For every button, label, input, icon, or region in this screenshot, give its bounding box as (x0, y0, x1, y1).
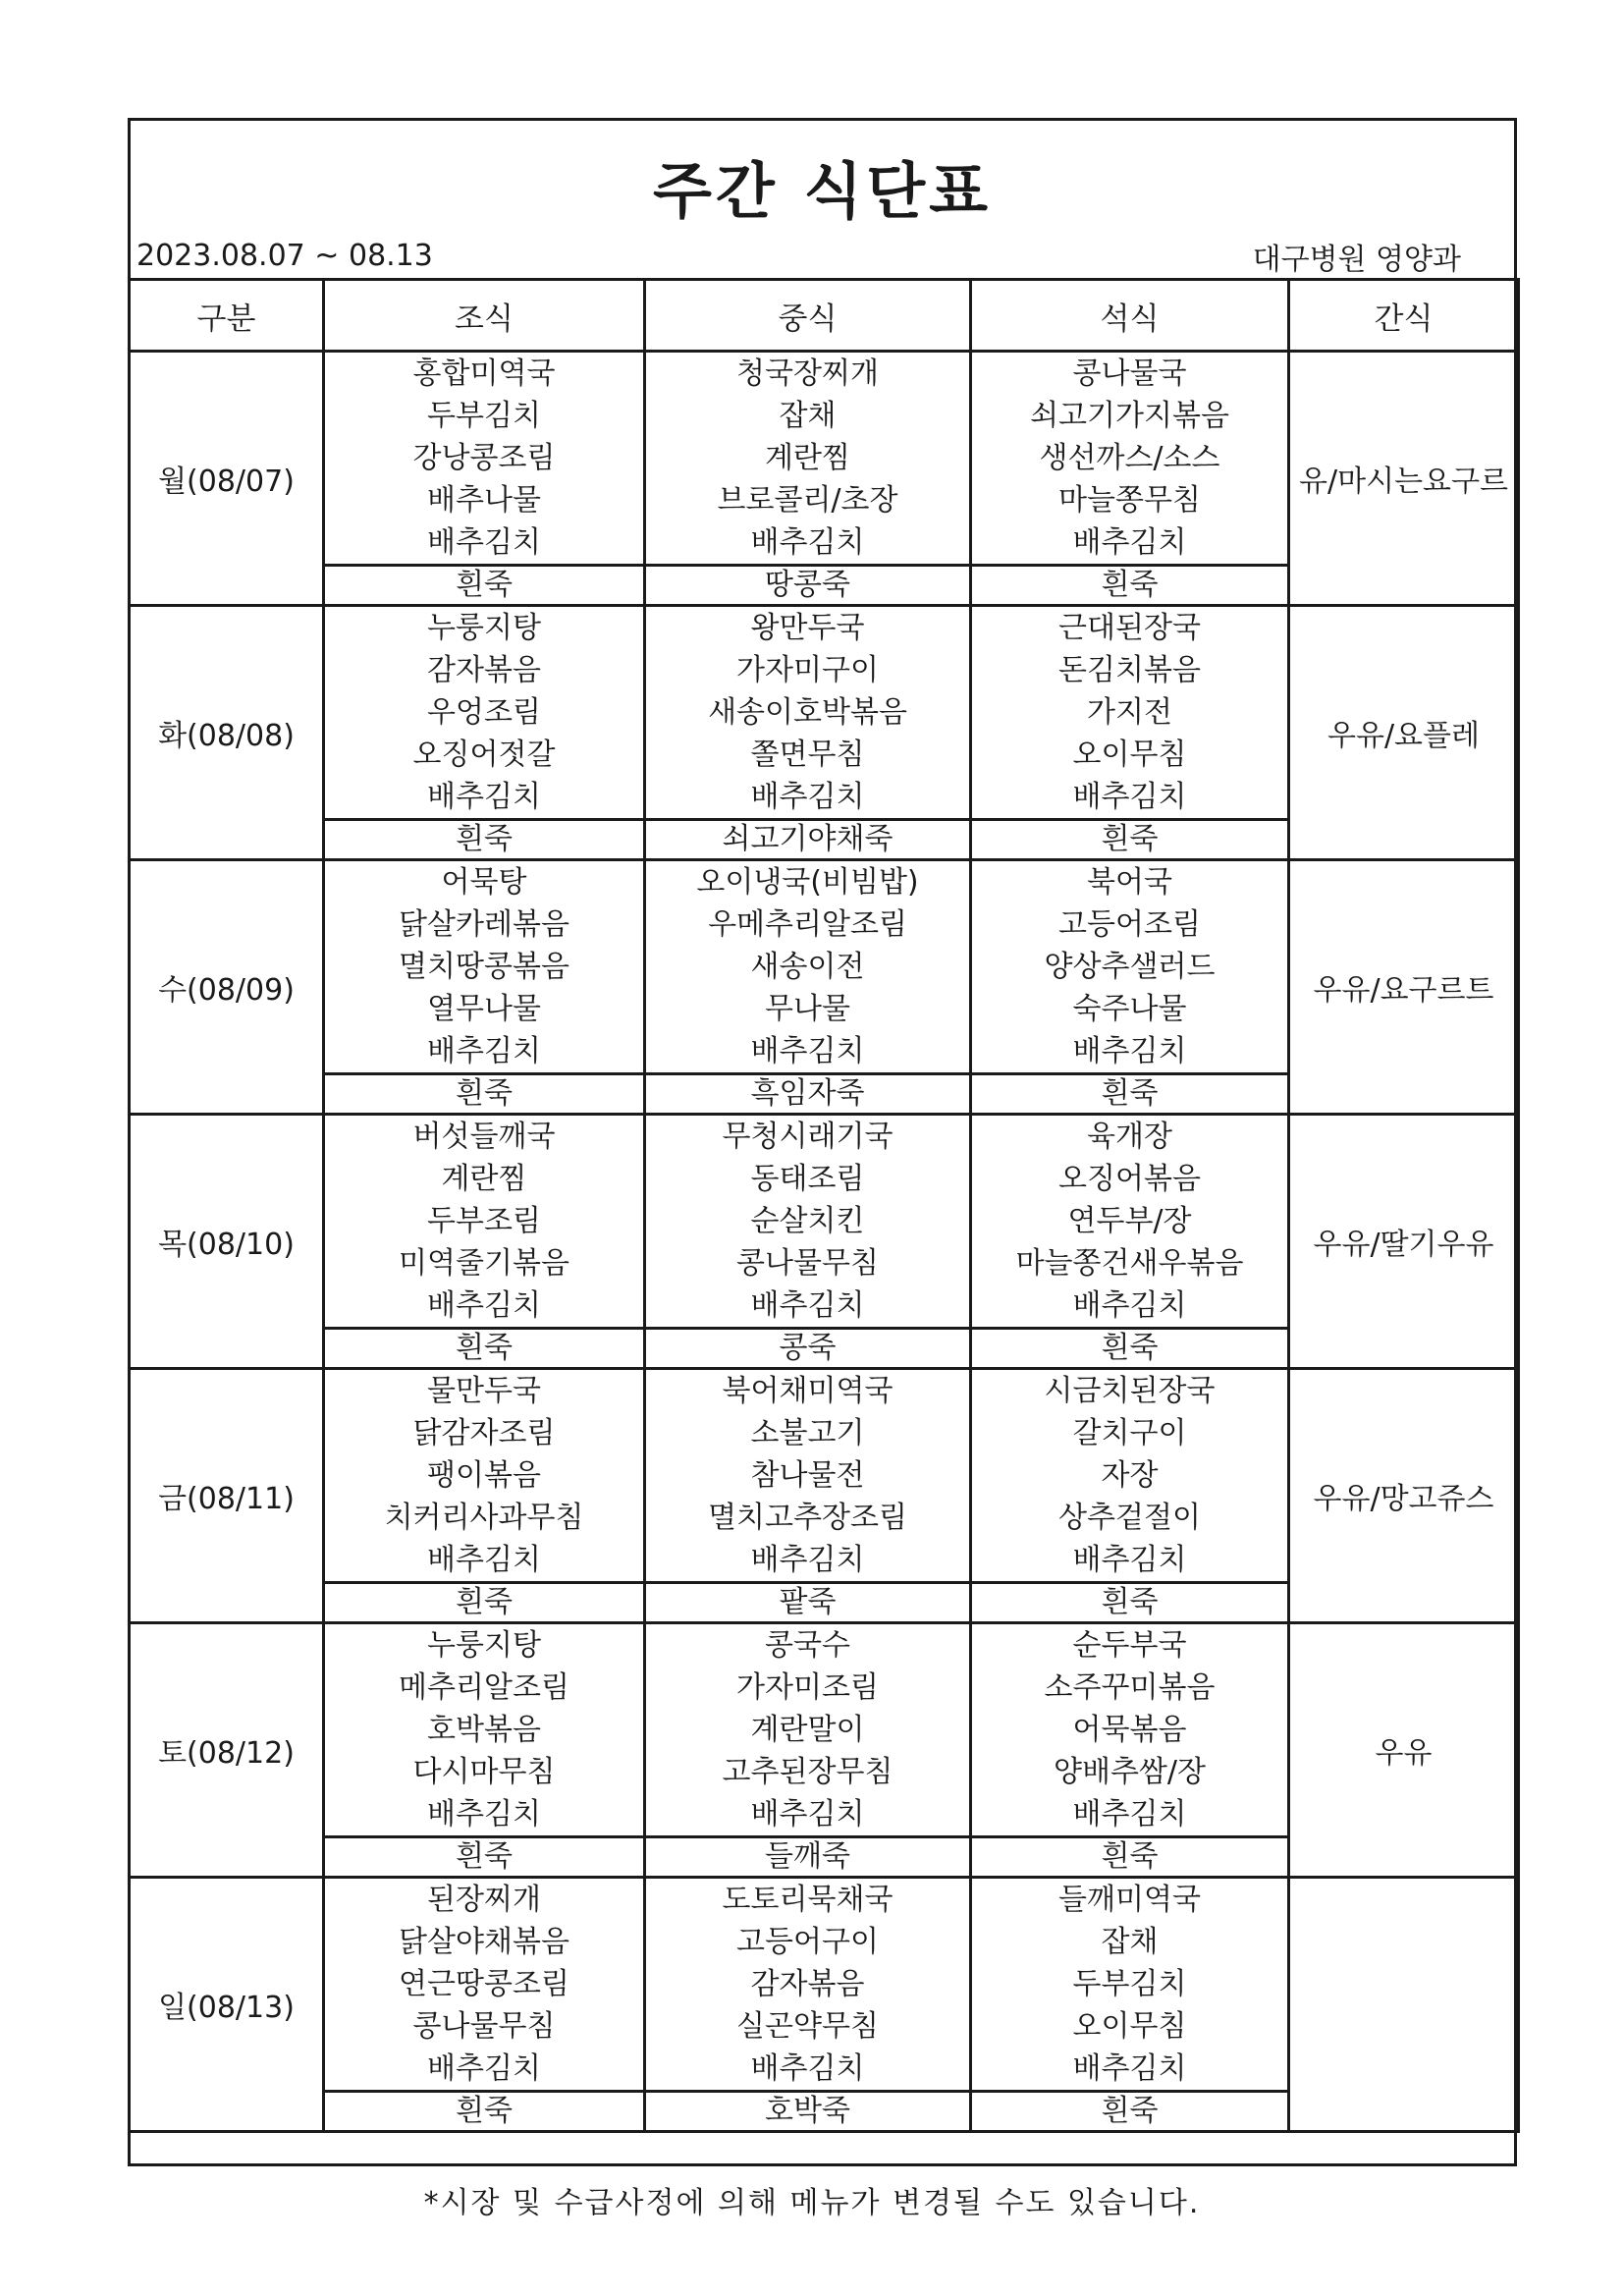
breakfast-dish: 배추나물 (427, 483, 541, 518)
header-category: 구분 (130, 280, 324, 352)
breakfast-dish: 닭살야채볶음 (399, 1925, 569, 1959)
breakfast-dish: 닭감자조림 (412, 1416, 556, 1450)
dinner-dish: 양상추샐러드 (1044, 950, 1216, 984)
dinner-dish: 배추김치 (1072, 1288, 1187, 1323)
dinner-cell (971, 352, 1289, 566)
breakfast-dish: 감자볶음 (427, 653, 541, 687)
breakfast-dish: 홍합미역국 (412, 356, 556, 391)
lunch-cell (645, 1369, 971, 1583)
lunch-porridge: 땅콩죽 (645, 566, 971, 606)
dinner-dish: 숙주나물 (1072, 992, 1187, 1026)
breakfast-dish: 버섯들깨국 (412, 1120, 556, 1154)
dinner-dish: 생선까스/소스 (1039, 441, 1220, 475)
breakfast-dish: 배추김치 (427, 2051, 541, 2086)
breakfast-dish: 배추김치 (427, 780, 541, 814)
breakfast-porridge: 흰죽 (324, 566, 645, 606)
dinner-dish: 오이무침 (1072, 2009, 1187, 2044)
breakfast-dish: 오징어젓갈 (412, 738, 556, 772)
dinner-dish: 소주꾸미볶음 (1044, 1670, 1216, 1705)
breakfast-dish: 어묵탕 (441, 865, 527, 900)
page-title: 주간 식단표 (652, 155, 993, 227)
breakfast-cell (324, 1369, 645, 1583)
breakfast-cell (324, 352, 645, 566)
snack-cell: 우유/요구르트 (1289, 860, 1519, 1115)
lunch-dish: 고추된장무침 (722, 1755, 893, 1789)
dinner-dish: 들깨미역국 (1058, 1883, 1201, 1917)
dinner-dish: 마늘쫑무침 (1058, 483, 1201, 518)
breakfast-dish: 우엉조림 (427, 695, 541, 730)
breakfast-dish: 배추김치 (427, 1543, 541, 1577)
day-row (130, 1623, 1519, 1837)
dinner-porridge: 흰죽 (971, 1837, 1289, 1878)
breakfast-dish: 팽이볶음 (427, 1458, 541, 1493)
dinner-dish: 배추김치 (1072, 525, 1187, 560)
header-breakfast: 조식 (324, 280, 645, 352)
day-label: 월(08/07) (130, 352, 324, 606)
snack-cell (1289, 1878, 1519, 2132)
dinner-dish: 순두부국 (1072, 1628, 1187, 1663)
lunch-dish: 실곤약무침 (736, 2009, 879, 2044)
lunch-cell (645, 1623, 971, 1837)
header-dinner: 석식 (971, 280, 1289, 352)
lunch-porridge: 흑임자죽 (645, 1074, 971, 1115)
snack-cell: 우유/요플레 (1289, 606, 1519, 860)
lunch-dish: 배추김치 (750, 1288, 865, 1323)
lunch-dish: 우메추리알조림 (708, 907, 907, 942)
weekly-menu-table (128, 278, 1520, 2133)
breakfast-dish: 멸치땅콩볶음 (399, 950, 569, 984)
lunch-dish: 감자볶음 (750, 1967, 865, 2001)
dinner-dish: 자장 (1101, 1458, 1159, 1493)
breakfast-dish: 누룽지탕 (427, 1628, 541, 1663)
dinner-cell (971, 1115, 1289, 1329)
lunch-dish: 배추김치 (750, 2051, 865, 2086)
lunch-dish: 배추김치 (750, 1797, 865, 1831)
dinner-dish: 배추김치 (1072, 2051, 1187, 2086)
lunch-cell (645, 606, 971, 820)
dinner-dish: 두부김치 (1072, 1967, 1187, 2001)
breakfast-porridge: 흰죽 (324, 820, 645, 860)
day-row (130, 606, 1519, 820)
lunch-dish: 잡채 (779, 399, 837, 433)
lunch-dish: 고등어구이 (736, 1925, 879, 1959)
dinner-porridge: 흰죽 (971, 566, 1289, 606)
lunch-dish: 소불고기 (750, 1416, 865, 1450)
department-name: 대구병원 영양과 (1252, 243, 1461, 277)
breakfast-dish: 누룽지탕 (427, 611, 541, 645)
lunch-dish: 왕만두국 (750, 611, 865, 645)
dinner-dish: 배추김치 (1072, 1543, 1187, 1577)
dinner-porridge: 흰죽 (971, 820, 1289, 860)
lunch-dish: 순살치킨 (750, 1204, 865, 1238)
day-label: 수(08/09) (130, 860, 324, 1115)
dinner-dish: 배추김치 (1072, 1034, 1187, 1068)
lunch-dish: 쫄면무침 (750, 738, 865, 772)
header-row (130, 280, 1519, 352)
dinner-porridge: 흰죽 (971, 1583, 1289, 1623)
breakfast-dish: 연근땅콩조림 (399, 1967, 569, 2001)
breakfast-dish: 열무나물 (427, 992, 541, 1026)
dinner-dish: 가지전 (1087, 695, 1172, 730)
dinner-dish: 마늘쫑건새우볶음 (1015, 1246, 1244, 1281)
breakfast-dish: 물만두국 (427, 1374, 541, 1408)
lunch-dish: 동태조림 (750, 1162, 865, 1196)
breakfast-cell (324, 1623, 645, 1837)
lunch-dish: 무나물 (765, 992, 850, 1026)
breakfast-porridge: 흰죽 (324, 1329, 645, 1369)
dinner-cell (971, 1369, 1289, 1583)
breakfast-porridge: 흰죽 (324, 1074, 645, 1115)
dinner-dish: 양배추쌈/장 (1053, 1755, 1206, 1789)
dinner-dish: 연두부/장 (1067, 1204, 1192, 1238)
dinner-dish: 오징어볶음 (1058, 1162, 1201, 1196)
lunch-dish: 도토리묵채국 (722, 1883, 893, 1917)
dinner-dish: 북어국 (1087, 865, 1172, 900)
dinner-dish: 상추겉절이 (1058, 1501, 1201, 1535)
dinner-dish: 배추김치 (1072, 1797, 1187, 1831)
dinner-porridge: 흰죽 (971, 2092, 1289, 2132)
lunch-cell (645, 1878, 971, 2092)
dinner-dish: 배추김치 (1072, 780, 1187, 814)
breakfast-cell (324, 606, 645, 820)
lunch-porridge: 쇠고기야채죽 (645, 820, 971, 860)
breakfast-dish: 배추김치 (427, 1288, 541, 1323)
dinner-dish: 잡채 (1101, 1925, 1159, 1959)
lunch-dish: 새송이호박볶음 (708, 695, 907, 730)
breakfast-dish: 치커리사과무침 (384, 1501, 584, 1535)
snack-cell: 우유/딸기우유 (1289, 1115, 1519, 1369)
dinner-dish: 오이무침 (1072, 738, 1187, 772)
day-label: 목(08/10) (130, 1115, 324, 1369)
breakfast-dish: 두부김치 (427, 399, 541, 433)
dinner-dish: 어묵볶음 (1072, 1713, 1187, 1747)
breakfast-dish: 계란찜 (441, 1162, 527, 1196)
snack-cell: 유/마시는요구르 (1289, 352, 1519, 606)
lunch-dish: 배추김치 (750, 1034, 865, 1068)
snack-cell: 우유 (1289, 1623, 1519, 1878)
dinner-dish: 쇠고기가지볶음 (1030, 399, 1229, 433)
breakfast-dish: 배추김치 (427, 1797, 541, 1831)
dinner-dish: 콩나물국 (1072, 356, 1187, 391)
breakfast-dish: 배추김치 (427, 525, 541, 560)
dinner-cell (971, 1623, 1289, 1837)
breakfast-porridge: 흰죽 (324, 2092, 645, 2132)
day-row (130, 860, 1519, 1074)
lunch-cell (645, 860, 971, 1074)
breakfast-dish: 닭살카레볶음 (399, 907, 569, 942)
breakfast-dish: 메추리알조림 (399, 1670, 569, 1705)
breakfast-dish: 콩나물무침 (412, 2009, 556, 2044)
lunch-dish: 계란말이 (750, 1713, 865, 1747)
day-label: 금(08/11) (130, 1369, 324, 1623)
lunch-dish: 브로콜리/초장 (717, 483, 898, 518)
lunch-dish: 오이냉국(비빔밥) (696, 865, 919, 900)
lunch-cell (645, 1115, 971, 1329)
lunch-porridge: 팥죽 (645, 1583, 971, 1623)
footer-notice: *시장 및 수급사정에 의해 메뉴가 변경될 수도 있습니다. (423, 2186, 1201, 2220)
breakfast-dish: 두부조림 (427, 1204, 541, 1238)
lunch-dish: 콩나물무침 (736, 1246, 879, 1281)
period-range: 2023.08.07 ~ 08.13 (136, 239, 433, 273)
header-lunch: 중식 (645, 280, 971, 352)
breakfast-cell (324, 1115, 645, 1329)
day-row (130, 1369, 1519, 1583)
dinner-dish: 육개장 (1087, 1120, 1172, 1154)
lunch-porridge: 호박죽 (645, 2092, 971, 2132)
day-row (130, 1878, 1519, 2092)
breakfast-dish: 배추김치 (427, 1034, 541, 1068)
breakfast-porridge: 흰죽 (324, 1837, 645, 1878)
lunch-dish: 참나물전 (750, 1458, 865, 1493)
dinner-porridge: 흰죽 (971, 1074, 1289, 1115)
breakfast-dish: 미역줄기볶음 (399, 1246, 569, 1281)
dinner-dish: 시금치된장국 (1044, 1374, 1216, 1408)
lunch-dish: 새송이전 (750, 950, 865, 984)
dinner-cell (971, 606, 1289, 820)
lunch-dish: 배추김치 (750, 1543, 865, 1577)
day-label: 일(08/13) (130, 1878, 324, 2132)
dinner-dish: 갈치구이 (1072, 1416, 1187, 1450)
lunch-dish: 배추김치 (750, 525, 865, 560)
lunch-porridge: 콩죽 (645, 1329, 971, 1369)
lunch-dish: 배추김치 (750, 780, 865, 814)
lunch-dish: 콩국수 (765, 1628, 850, 1663)
lunch-dish: 멸치고추장조림 (708, 1501, 907, 1535)
dinner-cell (971, 1878, 1289, 2092)
dinner-cell (971, 860, 1289, 1074)
lunch-dish: 가자미구이 (736, 653, 879, 687)
breakfast-porridge: 흰죽 (324, 1583, 645, 1623)
dinner-dish: 고등어조림 (1058, 907, 1201, 942)
day-row (130, 1115, 1519, 1329)
dinner-dish: 근대된장국 (1058, 611, 1201, 645)
lunch-dish: 북어채미역국 (722, 1374, 893, 1408)
lunch-dish: 무청시래기국 (722, 1120, 893, 1154)
snack-cell: 우유/망고쥬스 (1289, 1369, 1519, 1623)
lunch-dish: 계란찜 (765, 441, 850, 475)
breakfast-dish: 다시마무침 (412, 1755, 556, 1789)
day-label: 화(08/08) (130, 606, 324, 860)
lunch-dish: 청국장찌개 (736, 356, 879, 391)
day-label: 토(08/12) (130, 1623, 324, 1878)
lunch-porridge: 들깨죽 (645, 1837, 971, 1878)
breakfast-cell (324, 1878, 645, 2092)
dinner-porridge: 흰죽 (971, 1329, 1289, 1369)
menu-sheet (128, 118, 1517, 2166)
breakfast-dish: 강낭콩조림 (412, 441, 556, 475)
breakfast-dish: 된장찌개 (427, 1883, 541, 1917)
menu-body (130, 352, 1519, 2132)
day-row (130, 352, 1519, 566)
breakfast-dish: 호박볶음 (427, 1713, 541, 1747)
lunch-dish: 가자미조림 (736, 1670, 879, 1705)
breakfast-cell (324, 860, 645, 1074)
dinner-dish: 돈김치볶음 (1058, 653, 1201, 687)
header-snack: 간식 (1289, 280, 1519, 352)
lunch-cell (645, 352, 971, 566)
